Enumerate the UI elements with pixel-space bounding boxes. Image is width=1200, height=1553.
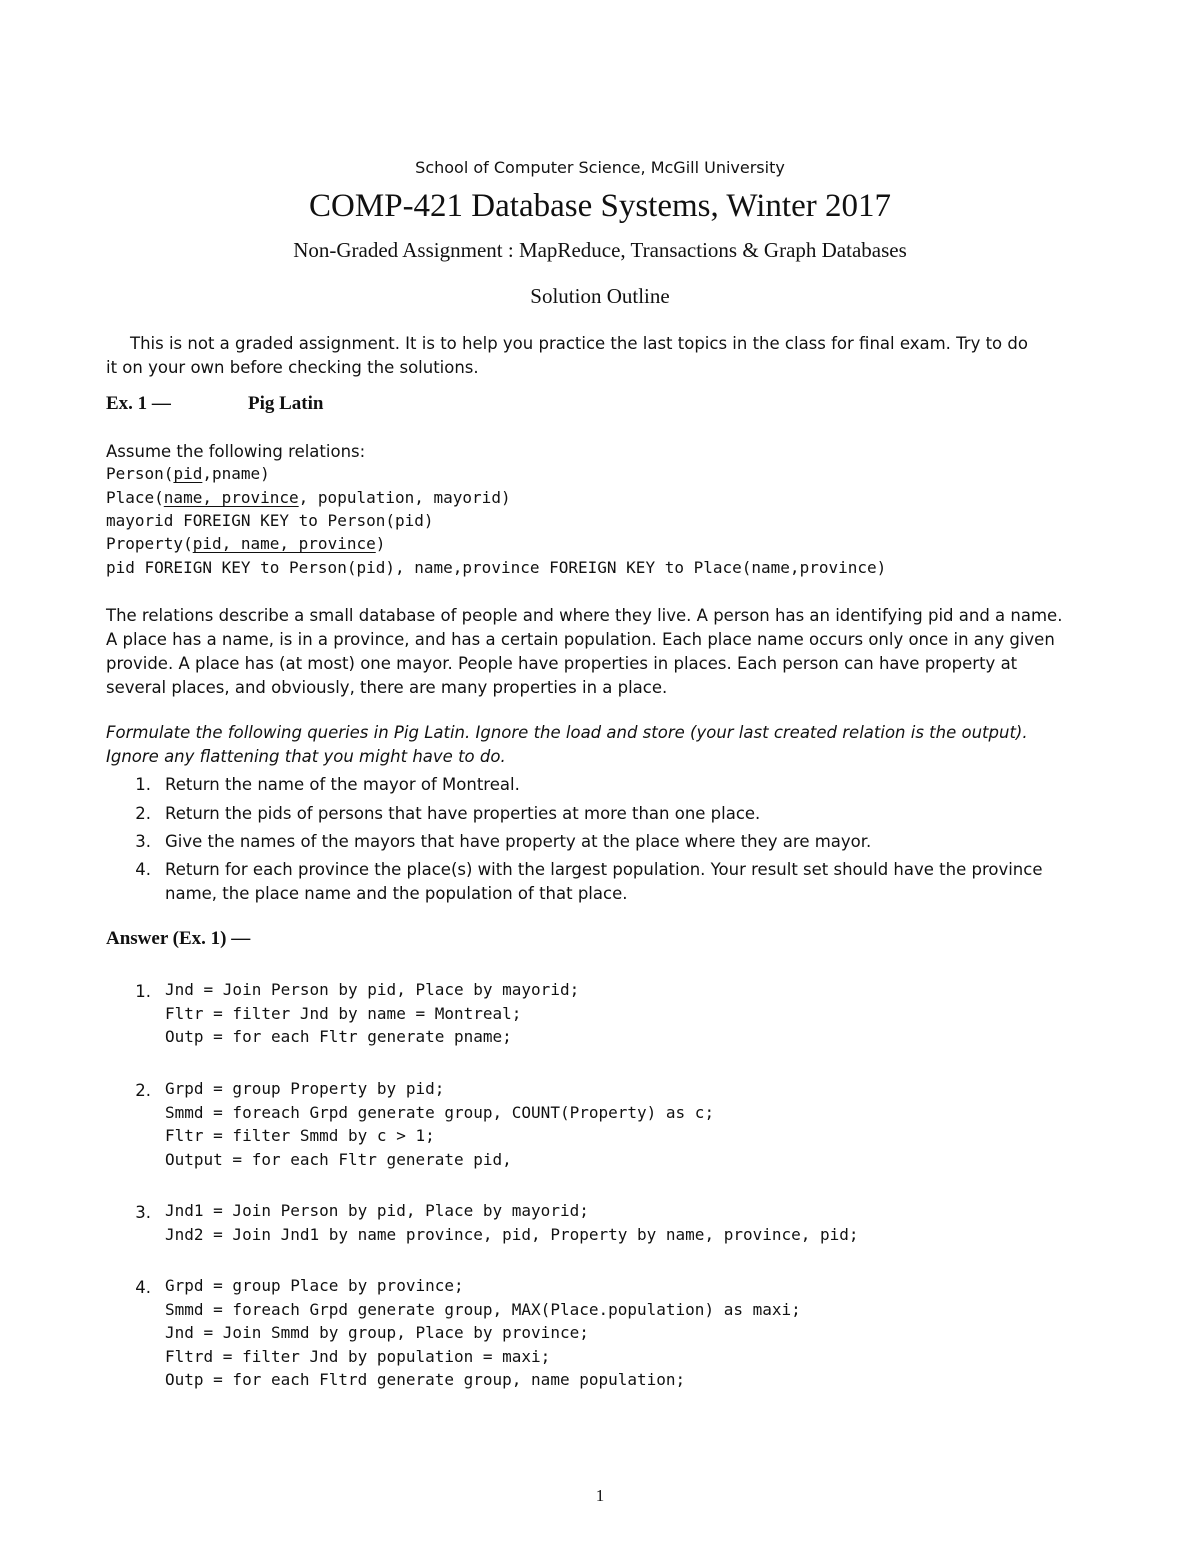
assume-text: Assume the following relations: bbox=[106, 442, 366, 461]
question-number: 4. bbox=[135, 860, 151, 879]
description-line: The relations describe a small database of people and where they live. A person has an identifying pid and a name. bbox=[106, 606, 1063, 625]
code-line: Smmd = foreach Grpd generate group, MAX(Place.population) as maxi; bbox=[165, 1300, 801, 1319]
course-title: COMP-421 Database Systems, Winter 2017 bbox=[309, 188, 891, 224]
schema-property bbox=[106, 534, 385, 553]
schema-text: Place( bbox=[106, 488, 164, 507]
code-line: Outp = for each Fltr generate pname; bbox=[165, 1027, 512, 1046]
instruction-line: Ignore any flattening that you might have to do. bbox=[106, 747, 506, 766]
schema-fk-property: pid FOREIGN KEY to Person(pid), name,province FOREIGN KEY to Place(name,province) bbox=[106, 558, 887, 577]
intro-line-2: it on your own before checking the solutions. bbox=[106, 358, 479, 377]
answer-label: Answer (Ex. 1) — bbox=[106, 928, 251, 949]
primary-key: pid, name, province bbox=[192, 534, 376, 553]
schema-text: , population, mayorid) bbox=[298, 488, 511, 507]
schema-place bbox=[106, 488, 511, 507]
code-line: Fltrd = filter Jnd by population = maxi; bbox=[165, 1347, 551, 1366]
code-line: Outp = for each Fltrd generate group, name population; bbox=[165, 1370, 686, 1389]
description-line: provide. A place has (at most) one mayor. People have properties in places. Each person can have property at bbox=[106, 654, 1018, 673]
intro-line-1: This is not a graded assignment. It is to help you practice the last topics in the class for final exam. Try to do bbox=[130, 334, 1028, 353]
description-line: several places, and obviously, there are many properties in a place. bbox=[106, 678, 668, 697]
code-line: Jnd1 = Join Person by pid, Place by mayorid; bbox=[165, 1201, 589, 1220]
question-number: 2. bbox=[135, 804, 151, 823]
code-line: Jnd = Join Smmd by group, Place by province; bbox=[165, 1323, 589, 1342]
schema-text: ,pname) bbox=[202, 464, 270, 483]
description-line: A place has a name, is in a province, and has a certain population. Each place name occurs only once in any given bbox=[106, 630, 1055, 649]
code-line: Grpd = group Property by pid; bbox=[165, 1079, 445, 1098]
primary-key: pid bbox=[173, 464, 203, 483]
assignment-title: Non-Graded Assignment : MapReduce, Transactions & Graph Databases bbox=[293, 238, 907, 262]
question-number: 1. bbox=[135, 775, 151, 794]
answer-number: 3. bbox=[135, 1203, 151, 1222]
exercise-label: Ex. 1 — bbox=[106, 393, 171, 414]
question-text: Return for each province the place(s) with the largest population. Your result set should have the province bbox=[165, 860, 1043, 879]
code-line: Fltr = filter Jnd by name = Montreal; bbox=[165, 1004, 522, 1023]
schema-text: Property( bbox=[106, 534, 193, 553]
subtitle: Solution Outline bbox=[530, 284, 670, 308]
code-line: Jnd2 = Join Jnd1 by name province, pid, Property by name, province, pid; bbox=[165, 1225, 859, 1244]
schema-person bbox=[106, 464, 270, 483]
primary-key: name, province bbox=[163, 488, 299, 507]
code-line: Output = for each Fltr generate pid, bbox=[165, 1150, 512, 1169]
schema-text: ) bbox=[375, 534, 386, 553]
question-text: Return the name of the mayor of Montreal. bbox=[165, 775, 520, 794]
schema-text: Person( bbox=[106, 464, 174, 483]
question-text: name, the place name and the population of that place. bbox=[165, 884, 628, 903]
instruction-line: Formulate the following queries in Pig Latin. Ignore the load and store (your last created relation is the output). bbox=[106, 723, 1028, 742]
code-line: Jnd = Join Person by pid, Place by mayorid; bbox=[165, 980, 580, 999]
question-text: Give the names of the mayors that have property at the place where they are mayor. bbox=[165, 832, 872, 851]
school-name: School of Computer Science, McGill University bbox=[415, 158, 785, 177]
answer-number: 4. bbox=[135, 1278, 151, 1297]
code-line: Fltr = filter Smmd by c > 1; bbox=[165, 1126, 435, 1145]
answer-number: 1. bbox=[135, 982, 151, 1001]
question-text: Return the pids of persons that have properties at more than one place. bbox=[165, 804, 761, 823]
code-line: Grpd = group Place by province; bbox=[165, 1276, 464, 1295]
code-line: Smmd = foreach Grpd generate group, COUNT(Property) as c; bbox=[165, 1103, 715, 1122]
page-number: 1 bbox=[595, 1486, 605, 1505]
schema-fk-mayorid: mayorid FOREIGN KEY to Person(pid) bbox=[106, 511, 434, 530]
exercise-title: Pig Latin bbox=[248, 393, 324, 414]
question-number: 3. bbox=[135, 832, 151, 851]
answer-number: 2. bbox=[135, 1081, 151, 1100]
